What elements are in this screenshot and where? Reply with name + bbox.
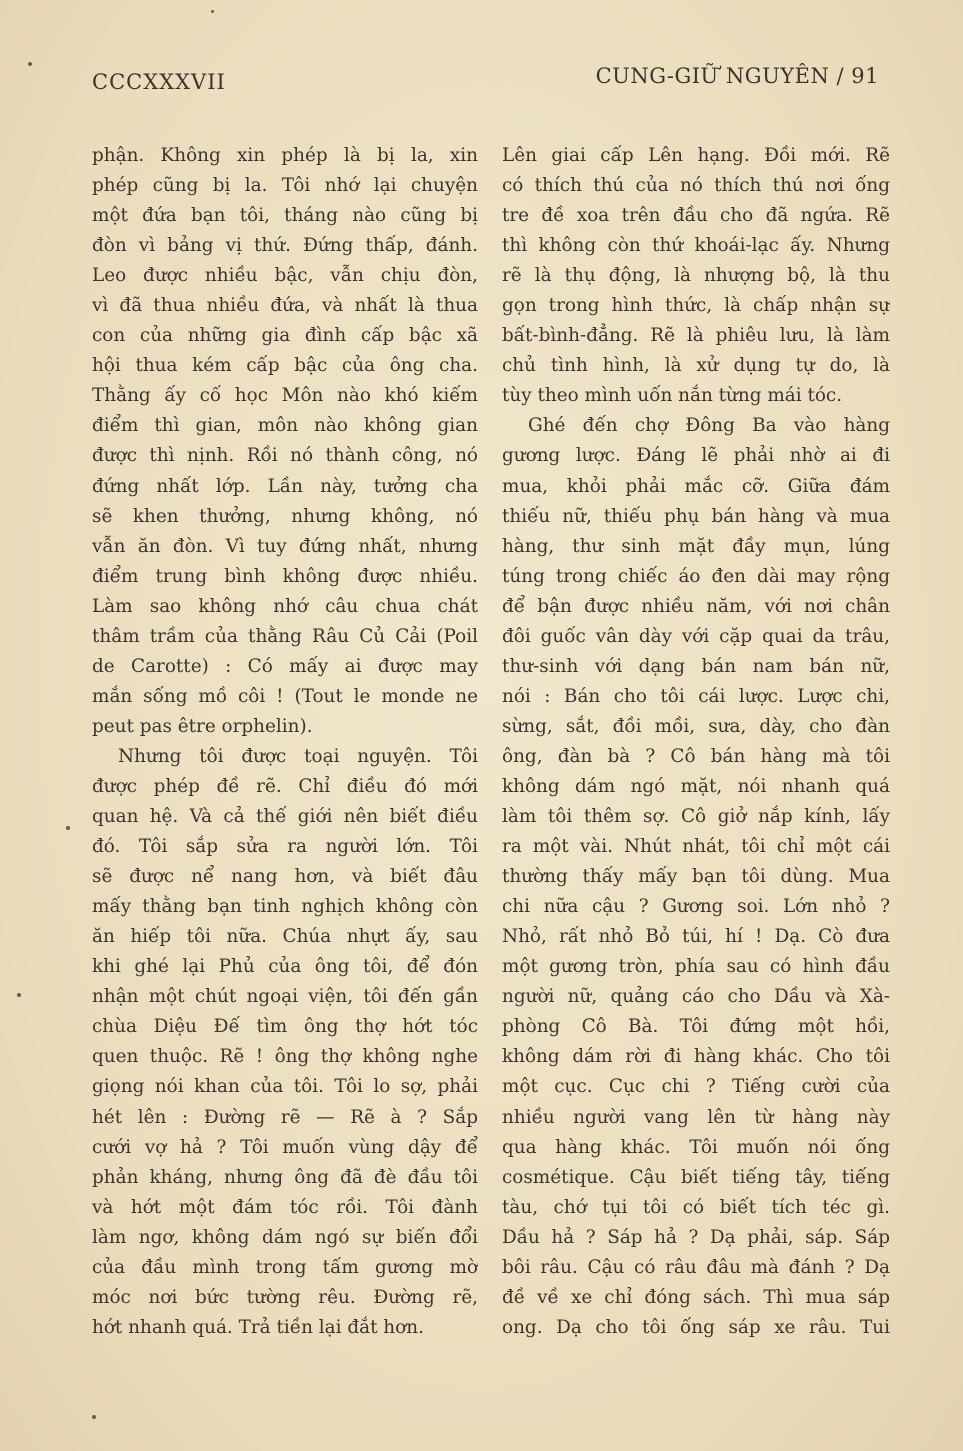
text-line: vì đã thua nhiều đứa, và nhất là thua: [92, 295, 478, 317]
text-line: được phép đề rẽ. Chỉ điều đó mới: [92, 775, 478, 797]
text-line: Dầu hả ? Sáp hả ? Dạ phải, sáp. Sáp: [502, 1226, 890, 1248]
text-line: một cục. Cục chi ? Tiếng cười của: [502, 1076, 890, 1098]
text-line: nhiều người vang lên từ hàng này: [502, 1106, 890, 1128]
text-line: cosmétique. Cậu biết tiếng tây, tiếng: [502, 1166, 890, 1188]
text-line: làm ngơ, không dám ngó sự biến đổi: [92, 1226, 478, 1248]
text-line: mua, khỏi phải mắc cỡ. Giữa đám: [502, 475, 890, 497]
text-line: hớt nhanh quá. Trả tiền lại đắt hơn.: [92, 1316, 424, 1338]
text-line: phận. Không xin phép là bị la, xin: [92, 145, 478, 166]
text-line: ăn hiếp tôi nữa. Chúa nhựt ấy, sau: [92, 926, 478, 948]
text-line: nhận một chút ngoại viện, tôi đến gần: [92, 986, 478, 1008]
text-line: mấy thằng bạn tinh nghịch không còn: [92, 896, 478, 918]
text-line: Nhỏ, rất nhỏ Bỏ túi, hí ! Dạ. Cò đưa: [502, 926, 890, 948]
text-line: để bận được nhiều năm, với nơi chân: [502, 595, 890, 617]
text-line: hội thua kém cấp bậc của ông cha.: [92, 355, 478, 377]
right-text-column: [502, 141, 890, 1343]
text-line: Leo được nhiều bậc, vẫn chịu đòn,: [92, 265, 478, 287]
text-line: điểm thì gian, môn nào không gian: [92, 415, 478, 437]
left-text-column: [92, 141, 478, 1343]
text-line: đứng nhất lớp. Lần này, tưởng cha: [92, 475, 478, 497]
text-line: người nữ, quảng cáo cho Dầu và Xà-: [502, 986, 890, 1008]
text-line: một gương tròn, phía sau có hình đầu: [502, 956, 890, 978]
text-line: một đứa bạn tôi, tháng nào cũng bị: [92, 205, 478, 227]
text-line: của đầu mình trong tấm gương mờ: [92, 1256, 478, 1278]
text-line: quen thuộc. Rẽ ! ông thợ không nghe: [92, 1046, 478, 1068]
text-line: móc nơi bức tường rêu. Đường rẽ,: [92, 1286, 478, 1308]
paper-speck: [92, 1415, 96, 1419]
paper-speck: [28, 62, 32, 66]
text-line: Thằng ấy cố học Môn nào khó kiếm: [92, 385, 478, 407]
text-line: tàu, chớ tụi tôi có biết tích téc gì.: [502, 1196, 890, 1218]
text-line: ra một vài. Nhút nhát, tôi chỉ một cái: [502, 836, 890, 858]
text-line: nói : Bán cho tôi cái lược. Lược chi,: [502, 685, 890, 707]
text-line: phòng Cô Bà. Tôi đứng một hồi,: [502, 1016, 890, 1038]
text-line: de Carotte) : Có mấy ai được may: [92, 655, 478, 677]
text-line: Ghé đến chợ Đông Ba vào hàng: [528, 415, 890, 437]
chapter-label: CCCXXXVII: [92, 70, 226, 94]
text-line: rẽ là thụ động, là nhượng bộ, là thu: [502, 265, 890, 287]
text-line: Nhưng tôi được toại nguyện. Tôi: [118, 745, 478, 767]
text-line: ông, đàn bà ? Cô bán hàng mà tôi: [502, 745, 890, 767]
text-line: bôi râu. Cậu có râu đâu mà đánh ? Dạ: [502, 1256, 890, 1278]
text-line: mắn sống mồ côi ! (Tout le monde ne: [92, 685, 478, 707]
text-line: quan hệ. Và cả thế giới nên biết điều: [92, 806, 478, 828]
text-line: có thích thú của nó thích thú nơi ống: [502, 175, 890, 197]
text-line: đề về xe chỉ đóng sách. Thì mua sáp: [502, 1286, 890, 1308]
text-line: không dám rời đi hàng khác. Cho tôi: [502, 1046, 890, 1068]
text-line: không dám ngó mặt, nói nhanh quá: [502, 775, 890, 797]
paper-speck: [17, 993, 21, 997]
text-line: phép cũng bị la. Tôi nhớ lại chuyện: [92, 175, 478, 197]
text-line: gọn trong hình thức, là chấp nhận sự: [502, 295, 890, 317]
text-line: ong. Dạ cho tôi ống sáp xe râu. Tui: [502, 1316, 890, 1338]
text-line: và hớt một đám tóc rồi. Tôi đành: [92, 1196, 478, 1218]
text-line: tre đề xoa trên đầu cho đã ngứa. Rẽ: [502, 205, 890, 227]
text-line: đó. Tôi sắp sửa ra người lớn. Tôi: [92, 836, 478, 858]
text-line: sừng, sắt, đồi mồi, sưa, dày, cho đàn: [502, 715, 890, 737]
text-line: con của những gia đình cấp bậc xã: [92, 325, 478, 347]
text-line: giọng nói khan của tôi. Tôi lo sợ, phải: [92, 1076, 478, 1098]
text-line: Lên giai cấp Lên hạng. Đồi mới. Rẽ: [502, 145, 890, 166]
text-line: thư-sinh với dạng bán nam bán nữ,: [502, 655, 890, 677]
text-line: đòn vì bảng vị thứ. Đứng thấp, đánh.: [92, 235, 478, 257]
text-line: phản kháng, nhưng ông đã đè đầu tôi: [92, 1166, 478, 1188]
text-line: peut pas être orphelin).: [92, 715, 313, 737]
text-line: chùa Diệu Đế tìm ông thợ hớt tóc: [92, 1016, 478, 1038]
text-line: thâm trầm của thằng Râu Củ Cải (Poil: [92, 625, 478, 647]
text-line: bất-bình-đẳng. Rẽ là phiêu lưu, là làm: [502, 325, 890, 347]
text-line: chủ tình hình, là xử dụng tự do, là: [502, 355, 890, 377]
text-line: hàng, thư sinh mặt đầy mụn, lúng: [502, 535, 890, 557]
text-line: sẽ được nể nang hơn, và biết đâu: [92, 866, 478, 888]
text-line: chi nữa cậu ? Gương soi. Lớn nhỏ ?: [502, 896, 890, 918]
text-line: điểm trung bình không được nhiều.: [92, 565, 478, 587]
text-line: khi ghé lại Phủ của ông tôi, để đón: [92, 956, 478, 978]
text-line: sẽ khen thưởng, nhưng không, nó: [92, 505, 478, 527]
text-line: cưới vợ hả ? Tôi muốn vùng dậy để: [92, 1136, 478, 1158]
text-line: thì không còn thứ khoái-lạc ấy. Nhưng: [502, 235, 890, 257]
paper-speck: [66, 826, 70, 830]
running-title: CUNG-GIỮ NGUYÊN / 91: [595, 64, 879, 88]
text-line: thiếu nữ, thiếu phụ bán hàng và mua: [502, 505, 890, 527]
text-line: làm tôi thêm sợ. Cô giở nắp kính, lấy: [502, 806, 890, 828]
text-line: Làm sao không nhớ câu chua chát: [92, 595, 478, 617]
text-line: được thì nịnh. Rồi nó thành công, nó: [92, 445, 478, 467]
text-line: đôi guốc vân dày với cặp quai da trâu,: [502, 625, 890, 647]
text-line: thường thấy mấy bạn tôi dùng. Mua: [502, 866, 890, 888]
text-line: túng trong chiếc áo đen dài may rộng: [502, 565, 890, 587]
text-line: qua hàng khác. Tôi muốn nói ống: [502, 1136, 890, 1158]
text-line: hét lên : Đường rẽ — Rẽ à ? Sắp: [92, 1106, 478, 1128]
text-line: tùy theo mình uốn nắn từng mái tóc.: [502, 385, 843, 407]
paper-speck: [211, 10, 214, 13]
text-line: vẫn ăn đòn. Vì tuy đứng nhất, nhưng: [92, 535, 478, 557]
text-line: gương lược. Đáng lẽ phải nhờ ai đi: [502, 445, 890, 467]
